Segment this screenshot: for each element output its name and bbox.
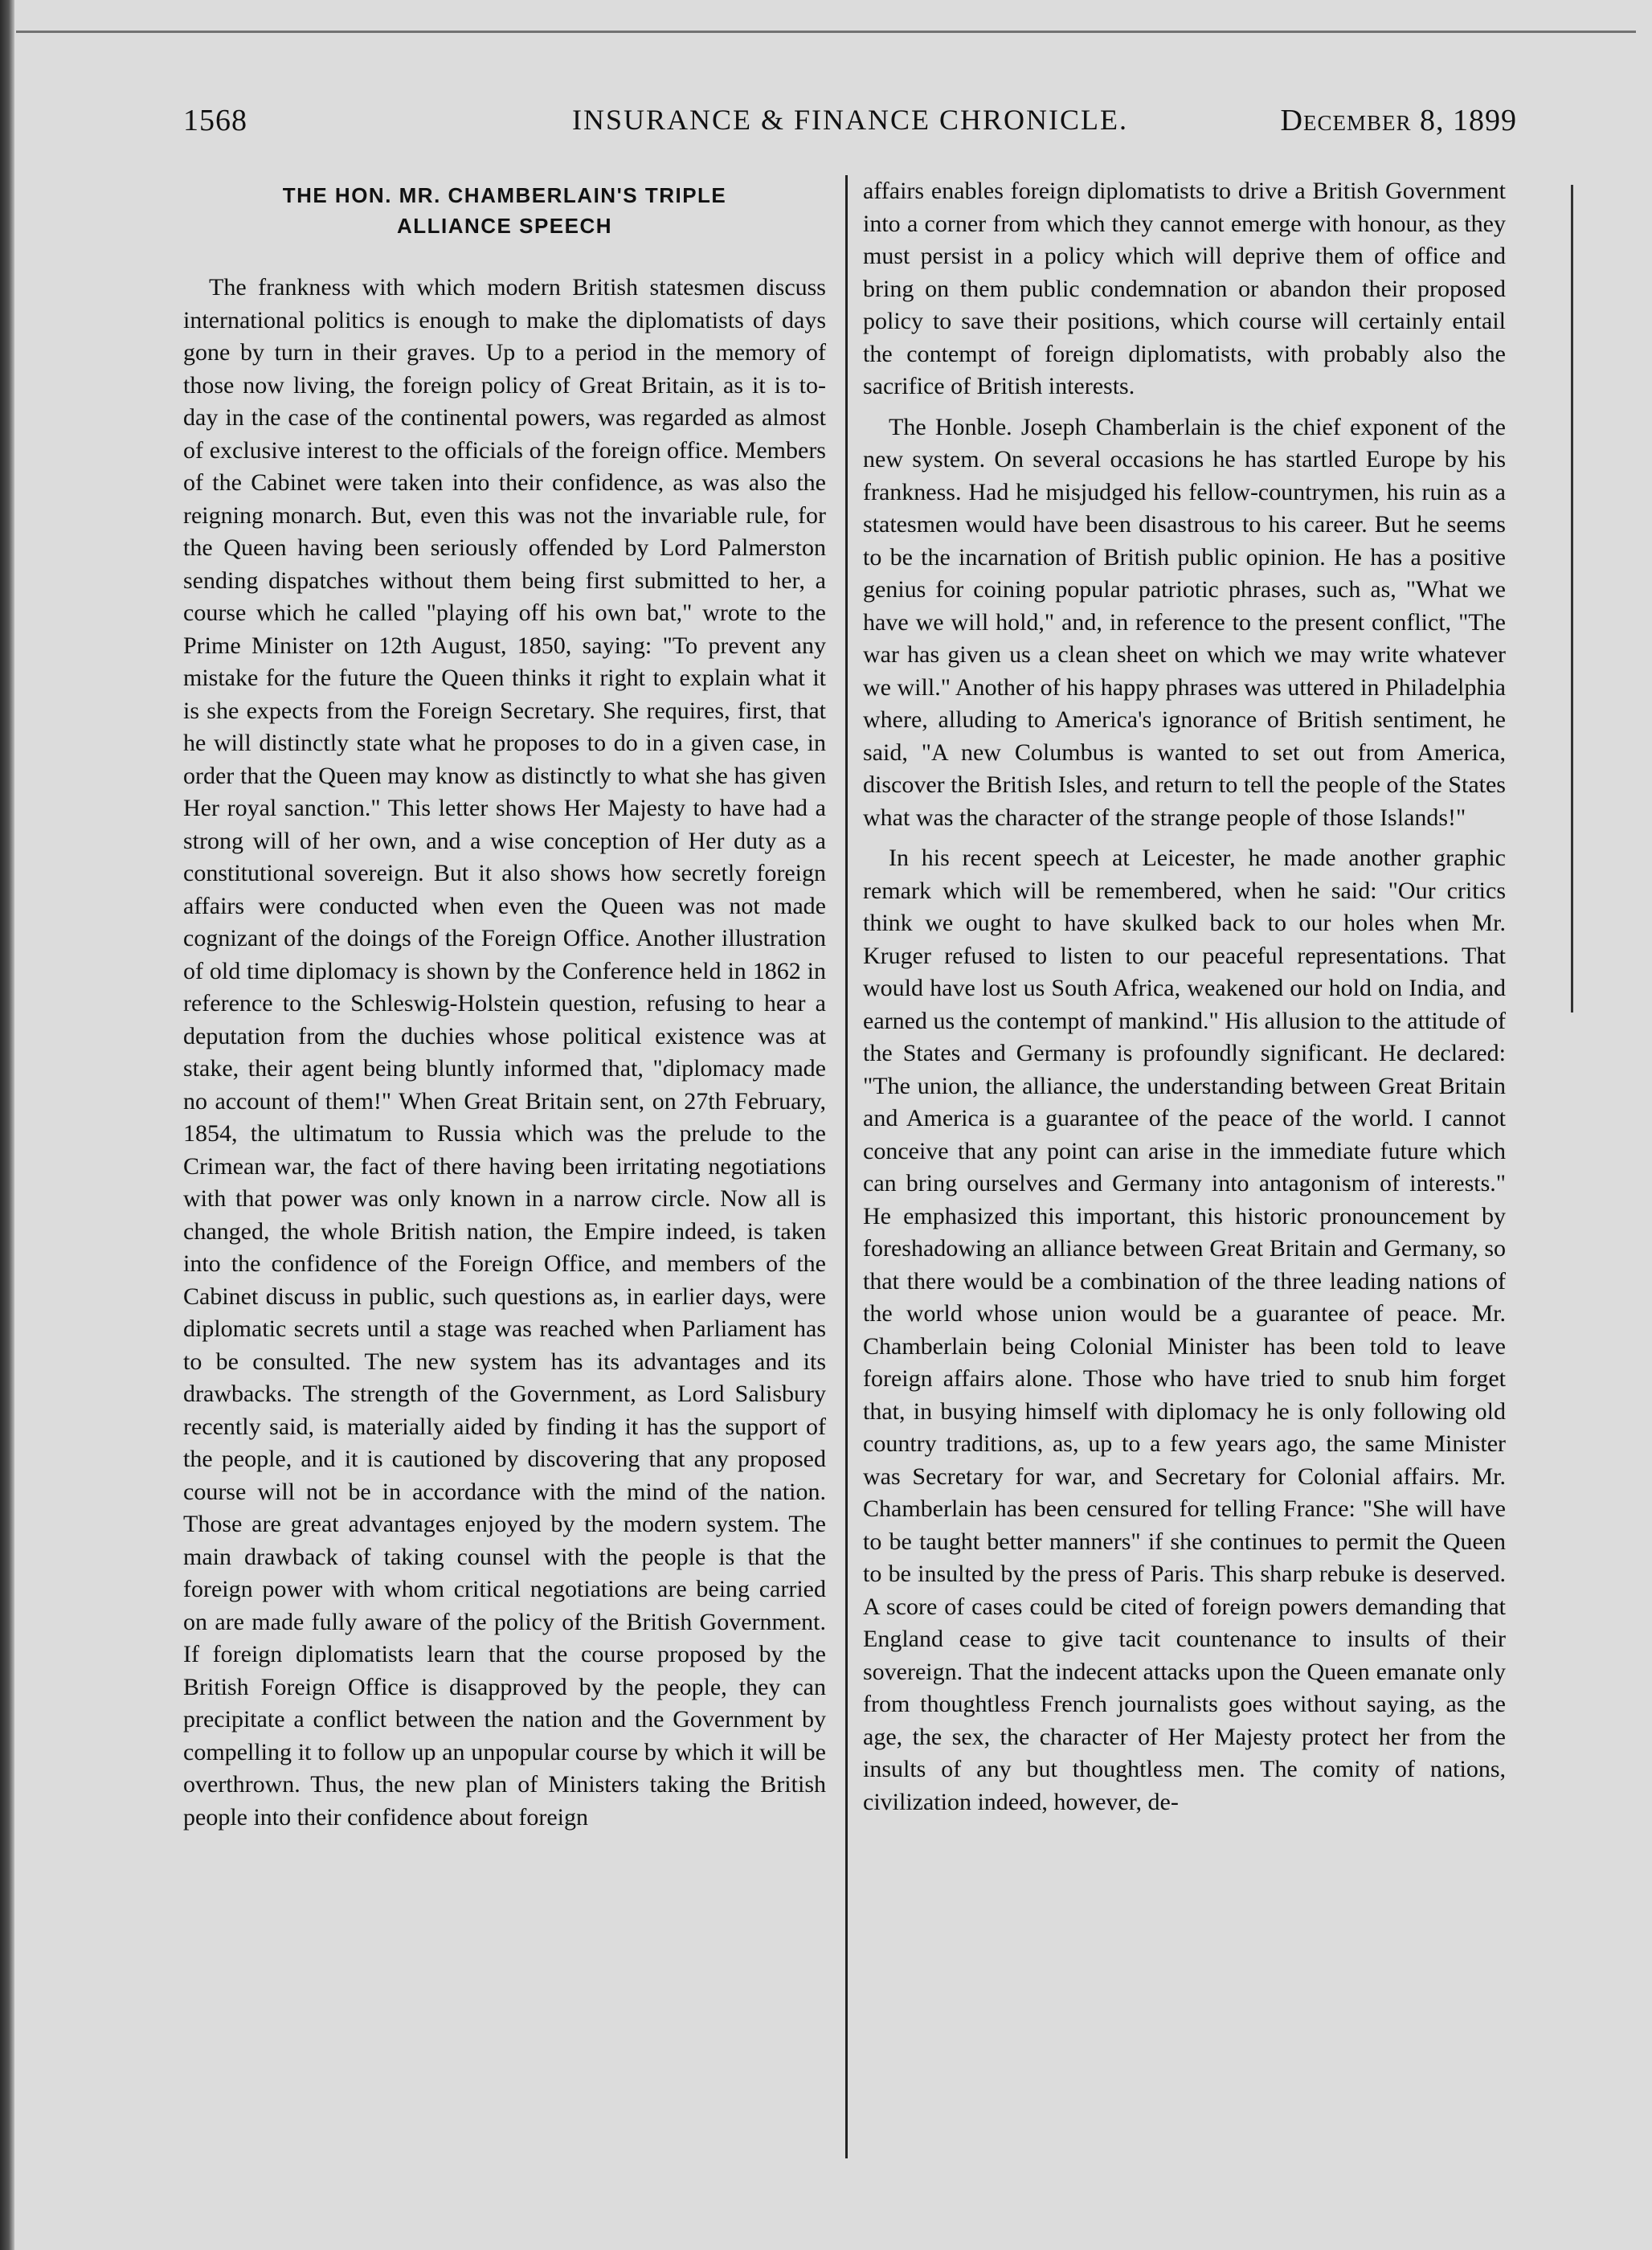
page-number: 1568 bbox=[183, 104, 247, 137]
page-header bbox=[183, 103, 1517, 151]
top-rule bbox=[16, 31, 1636, 33]
left-column bbox=[183, 175, 826, 1834]
journal-title: INSURANCE & FINANCE CHRONICLE. bbox=[571, 104, 1129, 136]
article-title-line-1: THE HON. MR. CHAMBERLAIN'S TRIPLE bbox=[282, 183, 727, 207]
right-column bbox=[863, 175, 1506, 1818]
article-title bbox=[183, 180, 826, 241]
paragraph: In his recent speech at Leicester, he made another graphic remark which will be remembered, when he said: "Our critics think we ought to have skulked back to our holes when Mr. Kruger refused to listen to our peaceful representations. That would have lost us South Africa, weakened our hold on India, and earned us the contempt of mankind." His allusion to the attitude of the States and Germany is profoundly significant. He declared: "The union, the alliance, the understanding between Great Britain and America is a guarantee of the peace of the world. I cannot conceive that any point can arise in the immediate future which can bring ourselves and Germany into antagonism of interests." He emphasized this important, this historic pronouncement by foreshadowing an alliance between Great Britain and Germany, so that there would be a combination of the three leading nations of the world whose union would be a guarantee of peace. Mr. Chamberlain being Colonial Minister has been told to leave foreign affairs alone. Those who have tried to snub him forget that, in busying himself with diplomacy he is only following old country traditions, as, up to a few years ago, the same Minister was Secretary for war, and Secretary for Colonial affairs. Mr. Chamberlain has been censured for telling France: "She will have to be taught better manners" if she continues to permit the Queen to be insulted by the press of Paris. This sharp rebuke is deserved. A score of cases could be cited of foreign powers demanding that England cease to give tacit countenance to insults of their sovereign. That the indecent attacks upon the Queen emanate only from thoughtless French journalists goes without saying, as the age, the sex, the character of Her Majesty protect her from the insults of any but thoughtless men. The comity of nations, civilization indeed, however, de- bbox=[863, 845, 1506, 1815]
paragraph: The Honble. Joseph Chamberlain is the chief exponent of the new system. On several occasions he has startled Europe by his frankness. Had he misjudged his fellow-countrymen, his ruin as a statesmen would have been disastrous to his career. But he seems to be the incarnation of British public opinion. He has a positive genius for coining popular patriotic phrases, such as, "What we have we will hold," and, in reference to the present conflict, "The war has given us a clean sheet on which we may write whatever we will." Another of his happy phrases was uttered in Philadelphia where, alluding to America's ignorance of British sentiment, he said, "A new Columbus is wanted to set out from America, discover the British Isles, and return to tell the people of the States what was the character of the strange people of those Islands!" bbox=[863, 413, 1506, 831]
article-title-line-2: ALLIANCE SPEECH bbox=[396, 214, 613, 238]
column-divider bbox=[845, 175, 848, 2158]
paragraph: The frankness with which modern British statesmen discuss international politics is enough to make the diplomatists of days gone by turn in their graves. Up to a period in the memory of those now living, the foreign policy of Great Britain, as it is to-day in the case of the continental powers, was regarded as almost of exclusive interest to the officials of the foreign office. Members of the Cabinet were taken into their confidence, as was also the reigning monarch. But, even this was not the invariable rule, for the Queen having been seriously offended by Lord Palmerston sending dispatches without them being first submitted to her, a course which he called "playing off his own bat," wrote to the Prime Minister on 12th August, 1850, saying: "To prevent any mistake for the future the Queen thinks it right to explain what it is she expects from the Foreign Secretary. She requires, first, that he will distinctly state what he proposes to do in a given case, in order that the Queen may know as distinctly to what she has given Her royal sanction." This letter shows Her Majesty to have had a strong will of her own, and a wise conception of Her duty as a constitutional sovereign. But it also shows how secretly foreign affairs were conducted when even the Queen was not made cognizant of the doings of the Foreign Office. Another illustration of old time diplomacy is shown by the Conference held in 1862 in reference to the Schleswig-Holstein question, refusing to hear a deputation from the duchies whose political existence was at stake, their agent being bluntly informed that, "diplomacy made no account of them!" When Great Britain sent, on 27th February, 1854, the ultimatum to Russia which was the prelude to the Crimean war, the fact of there having been irritating negotiations with that power was only known in a narrow circle. Now all is changed, the whole British nation, the Empire indeed, is taken into the confidence of the Foreign Office, and members of the Cabinet discuss in public, such questions as, in earlier days, were diplomatic secrets until a stage was reached when Parliament has to be consulted. The new system has its advantages and its drawbacks. The strength of the Government, as Lord Salisbury recently said, is materially aided by finding it has the support of the people, and it is cautioned by discovering that any proposed course will not be in accordance with the mind of the nation. Those are great advantages enjoyed by the modern system. The main drawback of taking counsel with the people is that the foreign power with whom critical negotiations are being carried on are made fully aware of the policy of the British Government. If foreign diplomatists learn that the course proposed by the British Foreign Office is disapproved by the people, they can precipitate a conflict between the nation and the Government by compelling it to follow up an unpopular course by which it will be overthrown. Thus, the new plan of Ministers taking the British people into their confidence about foreign bbox=[183, 274, 826, 1831]
issue-date: December 8, 1899 bbox=[1280, 104, 1517, 137]
paragraph-continuation: affairs enables foreign diplomatists to drive a British Government into a corner from which they cannot emerge with honour, as they must persist in a policy which will deprive them of office and bring on them public condemnation or abandon their proposed policy to save their positions, which course will certainly entail the contempt of foreign diplomatists, with probably also the sacrifice of British interests. bbox=[863, 178, 1506, 399]
right-margin-rule bbox=[1571, 185, 1573, 1012]
page-edge-shadow bbox=[0, 0, 14, 2250]
